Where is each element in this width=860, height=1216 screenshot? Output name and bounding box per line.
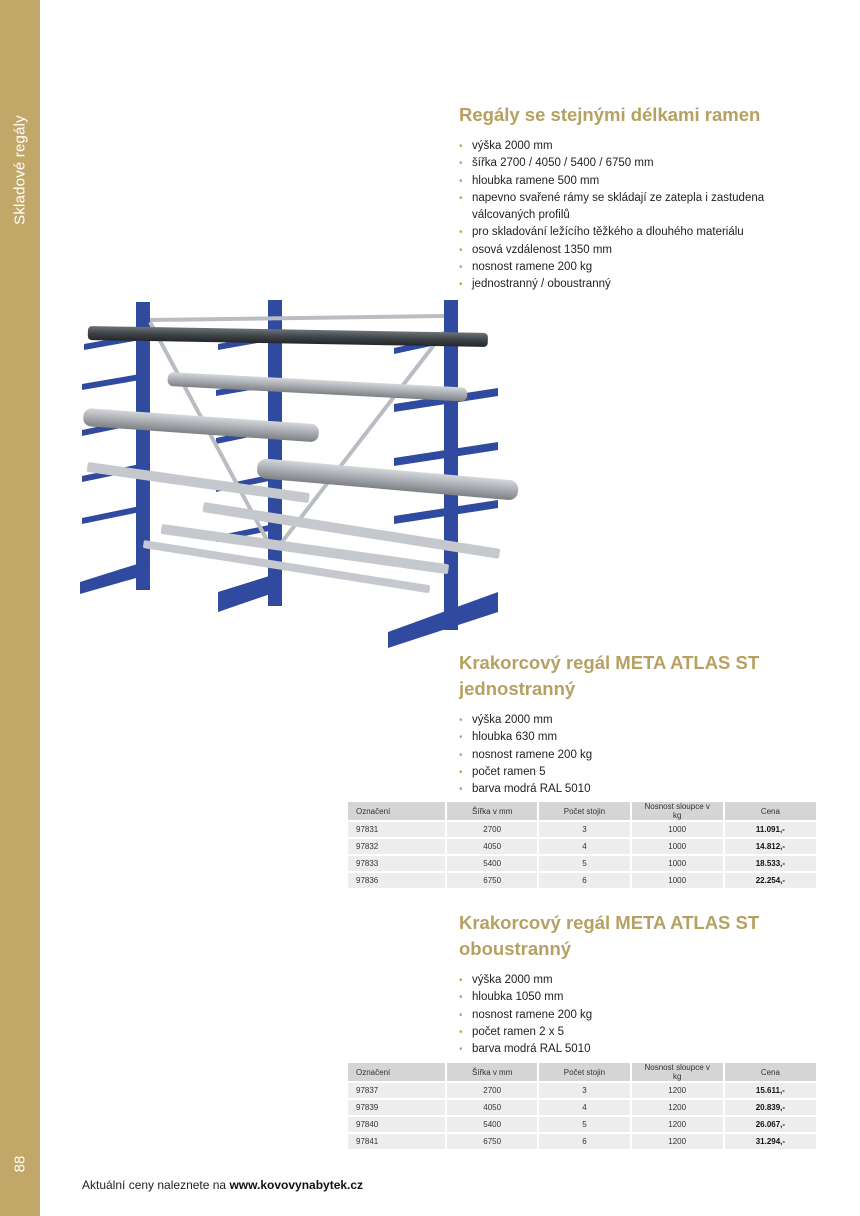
table-cell: 6 (538, 872, 630, 889)
table-cell: 5400 (446, 855, 538, 872)
section-heading: Krakorcový regál META ATLAS ST oboustranný (459, 912, 760, 959)
spec-item: • výška 2000 mm (459, 138, 819, 155)
table-cell: 97832 (348, 838, 446, 855)
table-cell: 97839 (348, 1099, 446, 1116)
side-bar (0, 0, 40, 1216)
price-table-single (348, 802, 818, 890)
table-cell: 3 (538, 821, 630, 838)
footer (82, 1178, 363, 1192)
table-cell: 6750 (446, 1133, 538, 1150)
price-cell: 31.294,- (724, 1133, 817, 1150)
spec-item: • hloubka 630 mm (459, 729, 819, 746)
column-header: Počet stojin (538, 1063, 630, 1082)
price-cell: 20.839,- (724, 1099, 817, 1116)
footer-link[interactable]: www.kovovynabytek.cz (229, 1178, 364, 1192)
table-cell: 97837 (348, 1082, 446, 1099)
table-cell: 4 (538, 1099, 630, 1116)
price-cell: 14.812,- (724, 838, 817, 855)
spec-item: • jednostranný / oboustranný (459, 276, 819, 293)
table-cell: 4050 (446, 1099, 538, 1116)
table-row (348, 821, 817, 838)
table-cell: 2700 (446, 821, 538, 838)
price-table-double (348, 1063, 818, 1151)
table-cell: 97841 (348, 1133, 446, 1150)
column-header: Označení (348, 1063, 446, 1082)
table-cell: 2700 (446, 1082, 538, 1099)
table-cell: 6750 (446, 872, 538, 889)
section-double-sided (459, 910, 819, 1058)
spec-item: • počet ramen 2 x 5 (459, 1024, 819, 1041)
spec-item: • hloubka ramene 500 mm (459, 173, 819, 190)
table-row (348, 1116, 817, 1133)
spec-item: • hloubka 1050 mm (459, 989, 819, 1006)
spec-item: • nosnost ramene 200 kg (459, 259, 819, 276)
column-header: Šířka v mm (446, 802, 538, 821)
footer-text: Aktuální ceny naleznete na (82, 1178, 227, 1192)
spec-list (459, 972, 819, 1058)
spec-list (459, 712, 819, 798)
table-row (348, 1133, 817, 1150)
spec-item: • barva modrá RAL 5010 (459, 1041, 819, 1058)
page-number: 88 (11, 1155, 29, 1173)
table-row (348, 1082, 817, 1099)
table-cell: 97836 (348, 872, 446, 889)
table-cell: 3 (538, 1082, 630, 1099)
table-cell: 4050 (446, 838, 538, 855)
column-header: Počet stojin (538, 802, 630, 821)
section-heading: Krakorcový regál META ATLAS ST jednostranný (459, 652, 760, 699)
spec-item: • barva modrá RAL 5010 (459, 781, 819, 798)
column-header: Nosnost sloupce v kg (631, 1063, 724, 1082)
spec-item: • počet ramen 5 (459, 764, 819, 781)
table-row (348, 838, 817, 855)
table-cell: 1000 (631, 872, 724, 889)
spec-item: • nosnost ramene 200 kg (459, 747, 819, 764)
table-cell: 97833 (348, 855, 446, 872)
column-header: Nosnost sloupce v kg (631, 802, 724, 821)
price-cell: 18.533,- (724, 855, 817, 872)
table-cell: 1200 (631, 1133, 724, 1150)
table-cell: 5 (538, 855, 630, 872)
price-cell: 15.611,- (724, 1082, 817, 1099)
cantilever-rack-image (78, 292, 528, 652)
spec-item: • nosnost ramene 200 kg (459, 1007, 819, 1024)
spec-item: • výška 2000 mm (459, 712, 819, 729)
table-cell: 5 (538, 1116, 630, 1133)
price-cell: 26.067,- (724, 1116, 817, 1133)
spec-item: • osová vzdálenost 1350 mm (459, 242, 819, 259)
table-row (348, 855, 817, 872)
column-header: Cena (724, 802, 817, 821)
table-cell: 4 (538, 838, 630, 855)
table-cell: 1000 (631, 838, 724, 855)
table-cell: 1200 (631, 1082, 724, 1099)
column-header: Šířka v mm (446, 1063, 538, 1082)
table-cell: 6 (538, 1133, 630, 1150)
column-header: Označení (348, 802, 446, 821)
table-header-row (348, 802, 817, 821)
table-row (348, 1099, 817, 1116)
table-cell: 1200 (631, 1116, 724, 1133)
spec-item: • napevno svařené rámy se skládají ze zatepla i zastudena válcovaných profilů (459, 190, 819, 225)
table-header-row (348, 1063, 817, 1082)
table-row (348, 872, 817, 889)
table-cell: 97840 (348, 1116, 446, 1133)
table-cell: 97831 (348, 821, 446, 838)
section-heading: Regály se stejnými délkami ramen (459, 104, 761, 125)
column-header: Cena (724, 1063, 817, 1082)
spec-item: • šířka 2700 / 4050 / 5400 / 6750 mm (459, 155, 819, 172)
section-single-sided (459, 650, 819, 798)
price-cell: 22.254,- (724, 872, 817, 889)
table-cell: 1000 (631, 855, 724, 872)
spec-item: • výška 2000 mm (459, 972, 819, 989)
section-title: Skladové regály (11, 115, 29, 225)
table-cell: 5400 (446, 1116, 538, 1133)
spec-item: • pro skladování ležícího těžkého a dlouhého materiálu (459, 224, 819, 241)
table-cell: 1200 (631, 1099, 724, 1116)
section-equal-arms (459, 102, 819, 294)
spec-list (459, 138, 819, 294)
price-cell: 11.091,- (724, 821, 817, 838)
table-cell: 1000 (631, 821, 724, 838)
